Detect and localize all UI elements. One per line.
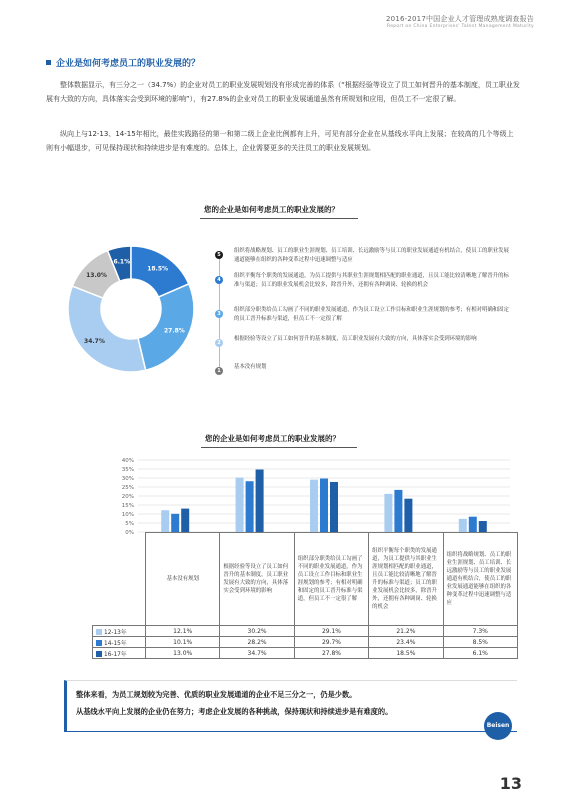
series-name: 16-17年 (104, 651, 127, 658)
bar-12-13年-4 (459, 519, 467, 532)
level-4-description: 组织平衡每个职类的发展通道，为员工提供与其职业生涯规划相匹配的职业通道，且员工能比较清晰地了解晋升的标准与渠道；员工的职业发展机会比较多，除晋升外，还拥有各种调岗、轮换的机会 (234, 273, 509, 288)
summary-line-1: 整体来看，为员工规划较为完善、优质的职业发展通道的企业不足三分之一，仍是少数。 (76, 690, 357, 699)
value-cell: 21.2% (369, 626, 443, 637)
category-label: 组织平衡每个职类的发展通道，为员工提供与其职业生涯规划相匹配的职业通道，且员工能比较清晰地了解晋升的标准与渠道；员工的职业发展机会比较多，除晋升外，还拥有各种调岗、轮换的机会 (369, 533, 443, 626)
pie-label-level-4: 18.5% (147, 265, 169, 273)
legend-swatch (96, 629, 102, 635)
series-name: 12-13年 (104, 629, 127, 636)
value-cell: 27.8% (294, 648, 368, 659)
bar-14-15年-3 (394, 490, 402, 532)
level-4-marker: 4 (215, 276, 223, 284)
level-1-description: 基本没有规划 (234, 364, 267, 370)
bar-data-table (92, 532, 518, 659)
y-tick-label: 0% (125, 530, 134, 534)
bar-16-17年-1 (256, 470, 264, 532)
bar-chart-title: 您的企业是如何考虑员工的职业发展的？ (205, 434, 340, 443)
category-label: 组织将战略规划、员工的职业生涯规划、员工培训、长远激励等与员工的职业发展通道有机结合，使员工的职业发展通道能够在组织的各种变革过程中迅速调整与适应 (443, 533, 517, 626)
category-label: 根据经验等设立了员工如何晋升的基本制度，员工职业发展有大致的方向，具体落实会受到环境的影响 (220, 533, 294, 626)
level-2-description: 根据经验等设立了员工如何晋升的基本制度，员工职业发展有大致的方向，具体落实会受到环境的影响 (234, 336, 477, 342)
pie-label-level-2: 34.7% (84, 337, 105, 345)
legend-swatch (96, 640, 102, 646)
value-cell: 29.7% (294, 637, 368, 648)
bar-16-17年-0 (181, 509, 189, 532)
section-title: 企业是如何考虑员工的职业发展的？ (56, 59, 201, 69)
legend-swatch (96, 651, 102, 657)
bar-12-13年-1 (236, 478, 244, 532)
report-title: 2016-2017中国企业人才管理成熟度调查报告 (386, 15, 534, 23)
bar-title-underline (201, 447, 357, 448)
category-label: 基本没有规划 (146, 533, 220, 626)
bar-14-15年-1 (246, 481, 254, 532)
bar-14-15年-4 (469, 517, 477, 532)
brand-logo: Beisen (484, 712, 512, 740)
table-corner (93, 533, 146, 626)
value-cell: 10.1% (146, 637, 220, 648)
pie-title-underline (200, 218, 358, 219)
bar-12-13年-2 (310, 480, 318, 532)
report-subtitle: Report on China Enterprises' Talent Management Maturity (386, 24, 534, 29)
bar-16-17年-3 (404, 499, 412, 532)
page-number: 13 (499, 774, 522, 793)
value-cell: 30.2% (220, 626, 294, 637)
section-bullet (46, 60, 51, 65)
y-tick-label: 35% (121, 467, 134, 473)
bar-chart (92, 452, 512, 534)
level-3-description: 组织部分职类给员工勾画了不同的职业发展通道，作为员工设立工作目标和职业生涯规划的参考；有相对明确和固定的员工晋升标准与渠道，但员工不一定很了解 (234, 307, 509, 322)
value-cell: 6.1% (443, 648, 517, 659)
paragraph-1: 整体数据显示，有三分之一（34.7%）的企业对员工的职业发展规划没有形成完善的体系（“根据经验等设立了员工如何晋升的基本制度，员工职业发展有大致的方向，具体落实会受到环境的影响”），有27.8%的企业对员工的职业发展通道虽然有所规划和应用，但员工不一定很了解。 (46, 81, 520, 103)
value-cell: 8.5% (443, 637, 517, 648)
bar-14-15年-2 (320, 479, 328, 532)
pie-label-level-5: 6.1% (113, 258, 131, 266)
level-5-description: 组织将战略规划、员工的职业生涯规划、员工培训、长远激励等与员工的职业发展通道有机结合，使员工的职业发展通道能够在组织的各种变革过程中迅速调整与适应 (234, 248, 509, 263)
value-cell: 12.1% (146, 626, 220, 637)
value-cell: 28.2% (220, 637, 294, 648)
pie-label-level-1: 13.0% (86, 271, 107, 279)
series-legend (93, 626, 146, 637)
summary-line-2: 从基线水平向上发展的企业仍在努力；考虑企业发展的各种挑战，保持现状和持续进步是有难度的。 (76, 707, 393, 716)
pie-label-level-3: 27.8% (163, 327, 185, 335)
value-cell: 18.5% (369, 648, 443, 659)
value-cell: 13.0% (146, 648, 220, 659)
series-legend (93, 637, 146, 648)
level-1-marker: 1 (215, 367, 223, 375)
y-tick-label: 25% (121, 485, 134, 491)
table-row (93, 626, 518, 637)
pie-chart-title: 您的企业是如何考虑员工的职业发展的？ (204, 205, 339, 214)
y-tick-label: 30% (121, 476, 134, 482)
bar-14-15年-0 (171, 514, 179, 532)
level-2-marker: 2 (215, 339, 223, 347)
value-cell: 34.7% (220, 648, 294, 659)
bar-12-13年-0 (161, 510, 169, 532)
y-tick-label: 40% (121, 458, 134, 464)
y-tick-label: 20% (121, 494, 134, 500)
table-row (93, 648, 518, 659)
bar-16-17年-2 (330, 482, 338, 532)
value-cell: 7.3% (443, 626, 517, 637)
summary-box (64, 680, 517, 732)
pie-slice-level-2 (68, 286, 146, 372)
value-cell: 29.1% (294, 626, 368, 637)
level-3-marker: 3 (215, 310, 223, 318)
level-5-marker: 5 (215, 251, 223, 259)
paragraph-2: 纵向上与12-13、14-15年相比，最佳实践路径的第一和第二级上企业比例都有上升，可见有部分企业在从基线水平向上发展；在较高的几个等级上则有小幅退步，可见保持现状和持续进步是有难度的。总体上，企业需要更多的关注员工的职业发展规划。 (46, 130, 514, 152)
series-legend (93, 648, 146, 659)
series-name: 14-15年 (104, 640, 127, 647)
category-label: 组织部分职类给员工勾画了不同的职业发展通道，作为员工设立工作目标和职业生涯规划的参考；有相对明确和固定的员工晋升标准与渠道，但员工不一定很了解 (294, 533, 368, 626)
table-row (93, 637, 518, 648)
y-tick-label: 10% (121, 512, 134, 518)
y-tick-label: 15% (121, 503, 134, 509)
y-tick-label: 5% (125, 521, 134, 527)
value-cell: 23.4% (369, 637, 443, 648)
pie-chart (66, 244, 196, 374)
bar-12-13年-3 (384, 494, 392, 532)
bar-16-17年-4 (479, 521, 487, 532)
